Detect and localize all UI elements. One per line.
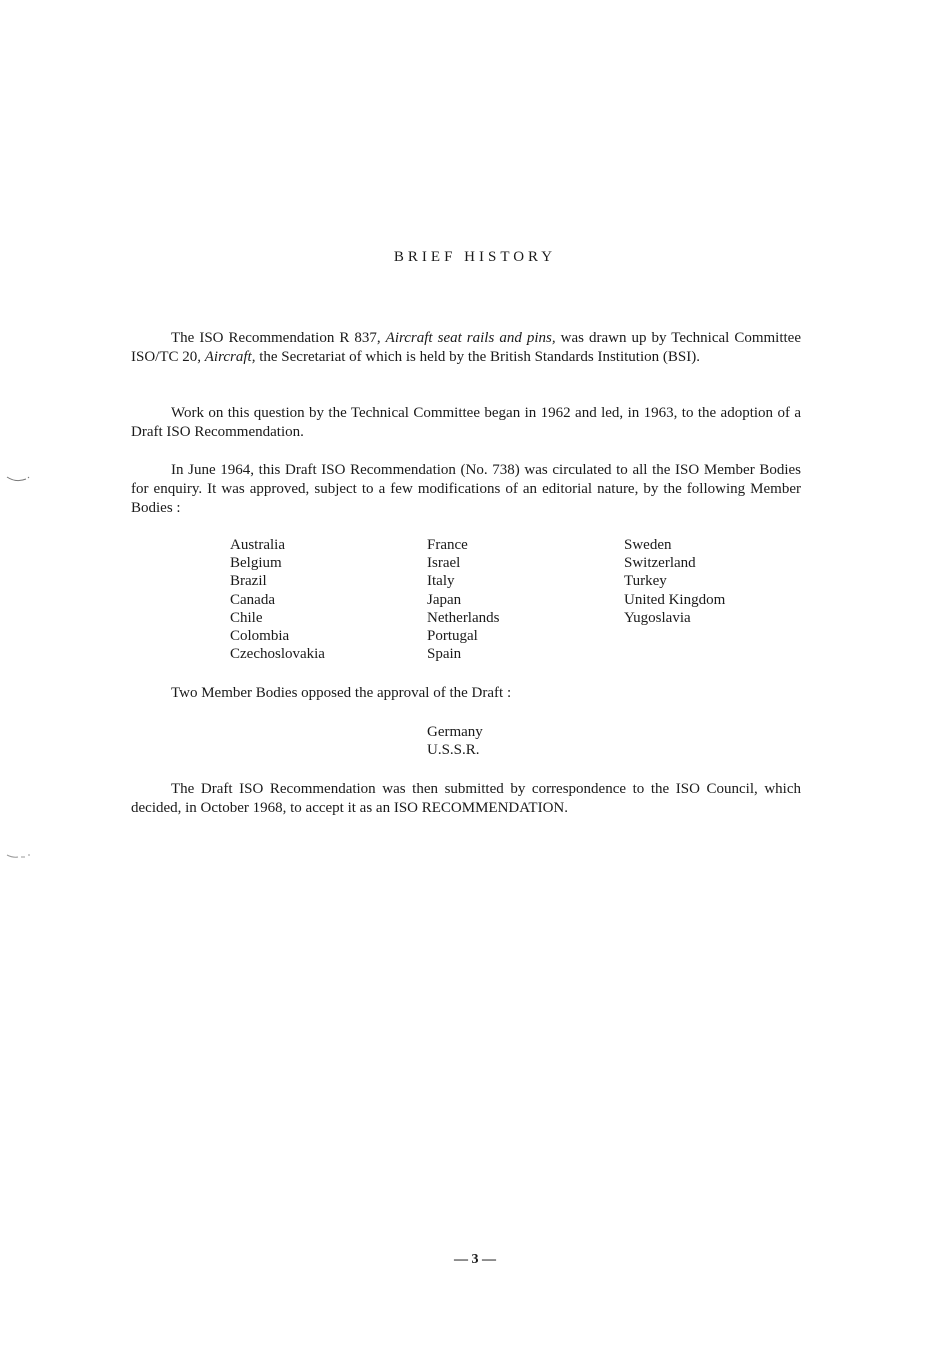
paragraph-origin-text-2: was drawn up by Technical Committee ISO/TC 20, (131, 330, 802, 365)
scan-mark (6, 474, 30, 484)
page-title: BRIEF HISTORY (393, 249, 557, 265)
member-body-item: Czechoslovakia (230, 646, 325, 663)
member-body-item: Sweden (624, 537, 672, 553)
committee-name: Aircraft, (204, 349, 256, 365)
member-list-column-3 (624, 536, 725, 627)
member-body-item: France (427, 537, 468, 553)
member-body-item: Chile (230, 609, 263, 626)
member-body-item: Japan (427, 591, 462, 608)
member-body-item: Germany (427, 724, 483, 740)
paragraph-enquiry: In June 1964, this Draft ISO Recommendation (No. 738) was circulated to all the ISO Member Bodies for enquiry. It was approved, subject to a few modifications of an editorial nature, by the following Member Bodies : (131, 462, 801, 516)
member-body-item: Turkey (624, 573, 667, 590)
member-list-column-1 (230, 536, 325, 663)
paragraph-origin (131, 329, 801, 367)
member-list-column-2 (427, 536, 499, 663)
paragraph-work: Work on this question by the Technical Committee began in 1962 and led, in 1963, to the adoption of a Draft ISO Recommendation. (131, 405, 801, 440)
paragraph-opposed: Two Member Bodies opposed the approval of the Draft : (171, 685, 512, 701)
member-body-item: Colombia (230, 628, 290, 645)
paragraph-origin-text-3: the Secretariat of which is held by the British Standards Institution (BSI). (255, 349, 700, 365)
member-body-item: Canada (230, 591, 275, 608)
member-body-item: Switzerland (624, 555, 696, 572)
paragraph-origin-text-1: The ISO Recommendation R 837, (171, 330, 386, 346)
member-body-item: Spain (427, 646, 462, 663)
member-body-item: Italy (427, 573, 455, 590)
member-body-item: Portugal (427, 628, 478, 645)
member-body-item: U.S.S.R. (427, 742, 480, 759)
page-number: — 3 — (454, 1252, 496, 1267)
recommendation-title: Aircraft seat rails and pins, (385, 330, 556, 346)
member-body-item: Netherlands (427, 609, 500, 626)
opposing-member-list (427, 723, 483, 759)
scan-mark (6, 852, 32, 860)
member-body-item: Israel (427, 555, 461, 572)
paragraph-acceptance: The Draft ISO Recommendation was then submitted by correspondence to the ISO Council, which decided, in October 1968, to accept it as an ISO RECOMMENDATION. (131, 781, 801, 816)
member-body-item: Australia (230, 537, 285, 553)
member-body-item: Belgium (230, 555, 282, 572)
member-body-item: Brazil (230, 573, 267, 590)
member-body-item: Yugoslavia (624, 609, 691, 626)
member-body-item: United Kingdom (624, 591, 726, 608)
